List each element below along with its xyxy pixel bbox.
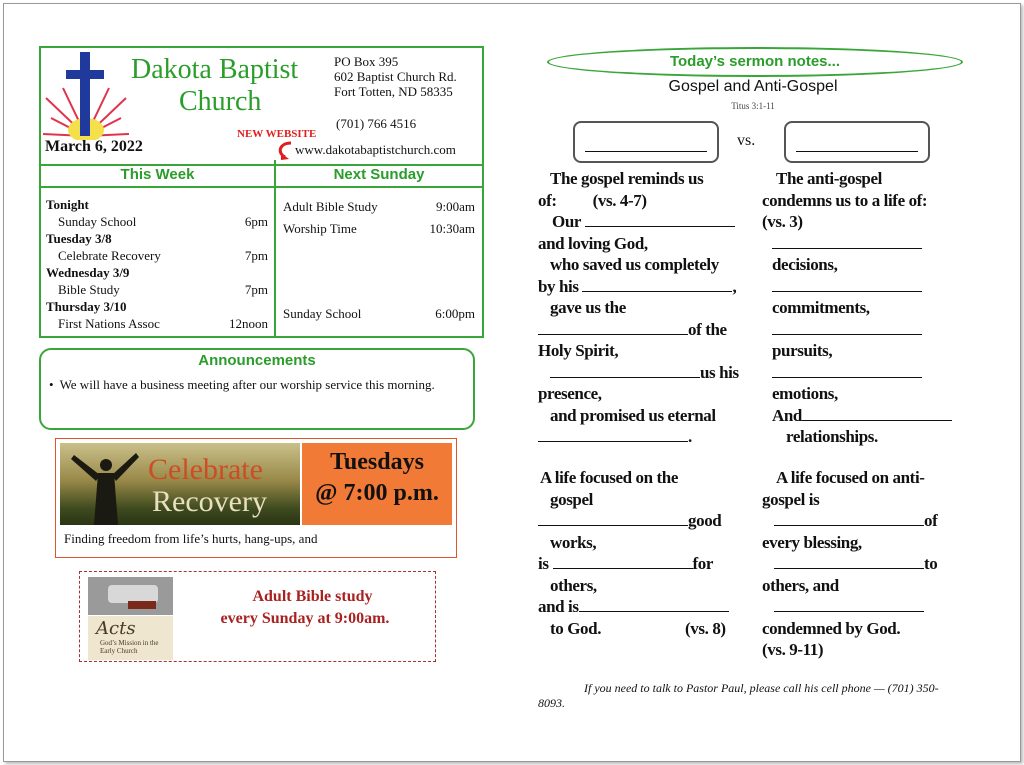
acts-book-cover [88,616,173,660]
study-photo [88,577,173,615]
recovery-word: Recovery [152,485,267,518]
announcement-item: • We will have a business meeting after our worship service this morning. [49,377,435,392]
versus-label: vs. [737,132,756,149]
celebrate-image [60,443,300,525]
next-sunday-list [283,196,475,325]
day-label: Thursday 3/10 [46,299,127,314]
address-block [334,54,457,99]
this-week-list [46,196,268,332]
address-line: Fort Totten, ND 58335 [334,84,453,99]
address-line: 602 Baptist Church Rd. [334,69,457,84]
this-week-title: This Week [120,166,195,183]
address-line: PO Box 395 [334,54,399,69]
schedule-panel [302,443,452,525]
gospel-life-notes: A life focused on the gospel good works, is for others, and is to God. (vs. 8) [538,467,753,639]
schedule-box [39,160,484,338]
list-item: Celebrate Recovery 7pm [58,248,268,263]
list-item: Sunday School 6pm [58,214,268,229]
new-website-label: NEW WEBSITE [237,128,317,140]
celebrate-word: Celebrate [148,453,263,486]
bible-study-ad [79,571,436,662]
person-silhouette-icon [68,449,140,525]
celebrate-caption: Finding freedom from life’s hurts, hang-ups, and [64,531,318,546]
gospel-blank-box[interactable] [573,121,719,163]
list-item: Adult Bible Study 9:00am [283,199,475,214]
scripture-reference: Titus 3:1-11 [731,101,775,111]
day-label: Tonight [46,197,89,212]
next-sunday-title: Next Sunday [333,166,425,183]
website-link[interactable]: www.dakotabaptistchurch.com [295,142,456,157]
book-subtitle: God’s Mission in the Early Church [100,639,159,655]
pastor-contact-note: If you need to talk to Pastor Paul, please call his cell phone — (701) 350-8093. [538,681,939,710]
list-item: Worship Time 10:30am [283,221,475,236]
phone-number: (701) 766 4516 [336,116,417,131]
celebrate-day: Tuesdays [330,449,424,475]
church-header [39,46,484,166]
church-name-line2: Church [179,86,262,117]
sermon-title: Gospel and Anti-Gospel [668,78,838,95]
sermon-heading: Today’s sermon notes... [669,53,841,70]
announcements-title: Announcements [198,352,316,369]
bible-study-line1: Adult Bible study [252,588,373,605]
church-name: Dakota Baptist [131,54,299,85]
list-item: Sunday School 6:00pm [283,306,475,321]
bulletin-date: March 6, 2022 [45,138,143,155]
list-item: Bible Study 7pm [58,282,268,297]
day-label: Wednesday 3/9 [46,265,130,280]
celebrate-time: @ 7:00 p.m. [315,480,439,506]
celebrate-recovery-ad [55,438,457,558]
row-divider [41,186,482,188]
bible-study-line2: every Sunday at 9:00am. [220,610,390,627]
day-label: Tuesday 3/8 [46,231,112,246]
announcements-box [39,348,475,430]
gospel-notes: The gospel reminds us of: (vs. 4-7) Our and loving God, who saved us completely by his , gave us the of the Holy Spirit, us his presence, and promised us eternal . [538,169,739,446]
list-item: First Nations Assoc 12noon [58,316,268,331]
arrow-icon [275,141,297,161]
anti-gospel-blank-box[interactable] [784,121,930,163]
sermon-notes-banner [547,47,963,77]
anti-gospel-life-notes: A life focused on anti- gospel is of every blessing, to others, and condemned by God. (vs. 9-11) [762,468,938,659]
book-title: Acts [96,618,136,639]
cross-logo-icon [41,48,131,140]
anti-gospel-notes: The anti-gospel condemns us to a life of: (vs. 3) decisions, commitments, pursuits, emotions, And relationships. [762,168,967,448]
